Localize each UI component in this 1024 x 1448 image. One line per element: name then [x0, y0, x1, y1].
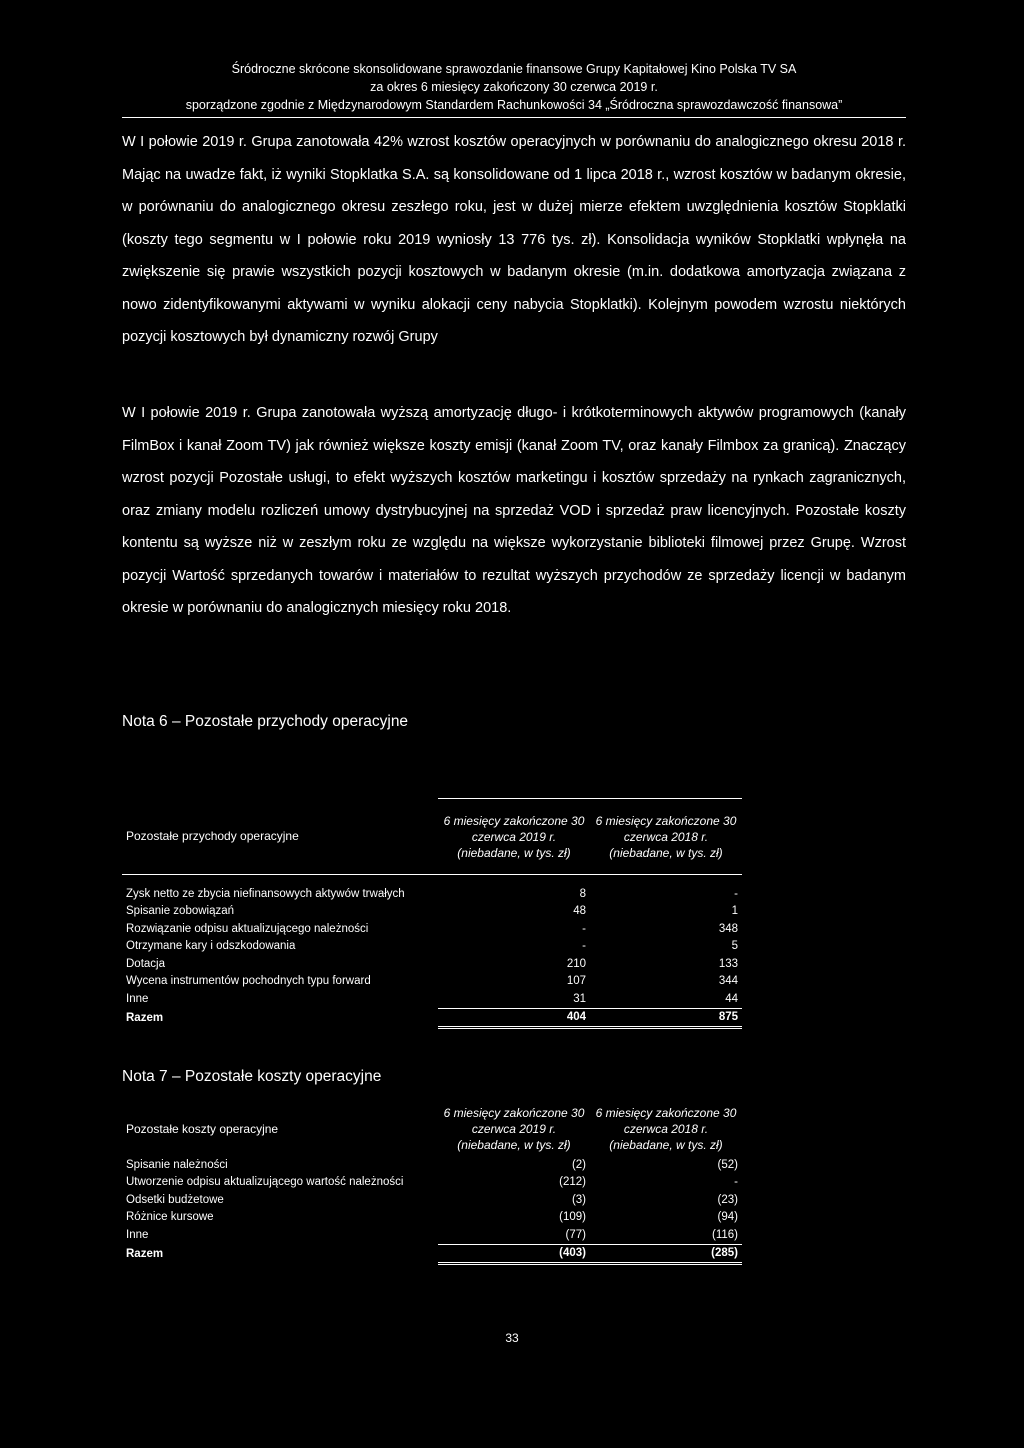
value-2019: 8 [579, 887, 586, 900]
row-label: Inne [126, 1229, 149, 1241]
note6-title: Nota 6 – Pozostałe przychody operacyjne [122, 713, 409, 730]
value-2019: 210 [566, 957, 586, 970]
page-number: 33 [505, 1331, 519, 1345]
note7-col-2019: 6 miesięcy zakończone 30 czerwca 2019 r. (niebadane, w tys. zł) [443, 1106, 585, 1152]
table-row [122, 938, 742, 956]
table-row [122, 1226, 742, 1244]
row-label: Różnice kursowe [126, 1211, 214, 1224]
value-2019: (77) [565, 1228, 586, 1241]
value-2019: 107 [566, 975, 586, 988]
note6-table [122, 798, 742, 1029]
value-2019: 31 [573, 992, 586, 1005]
row-label: Wycena instrumentów pochodnych typu forward [126, 975, 371, 988]
value-2019: (3) [571, 1193, 586, 1206]
note7-title: Nota 7 – Pozostałe koszty operacyjne [122, 1068, 382, 1085]
row-label: Otrzymane kary i odszkodowania [126, 940, 296, 953]
paragraph-operating-costs: W I połowie 2019 r. Grupa zanotowała 42% wzrost kosztów operacyjnych w porównaniu do analogicznego okresu 2018 r. Mając na uwadze fakt, iż wyniki Stopklatka S.A. są konsolidowane od 1 lipca 2018 r., wzrost kosztów w badanym okresie, w porównaniu do analogicznego okresu zeszłego roku, jest w dużej mierze efektem uwzględnienia kosztów Stopklatki (koszty tego segmentu w I połowie roku 2019 wyniosły 13 776 tys. zł). Konsolidacja wyników Stopklatki wpłynęła na zwiększenie się prawie wszystkich pozycji kosztowych w badanym okresie (m.in. dodatkowa amortyzacja związana z nowo zidentyfikowanymi aktywami w wyniku alokacji ceny nabycia Stopklatki). Kolejnym powodem wzrostu niektórych pozycji kosztowych był dynamiczny rozwój Grupy [122, 134, 906, 345]
value-2019: - [582, 940, 586, 953]
value-2018: (23) [717, 1193, 738, 1206]
total-2018: 875 [590, 1008, 742, 1028]
note7-table [122, 1100, 742, 1265]
paragraph-amortization: W I połowie 2019 r. Grupa zanotowała wyższą amortyzację długo- i krótkoterminowych aktywów programowych (kanały FilmBox i kanał Zoom TV) jak również większe koszty emisji (kanał Zoom TV, oraz kanały Filmbox za granicą). Znaczący wzrost pozycji Pozostałe usługi, to efekt wyższych kosztów marketingu i kosztów sprzedaży na rynkach zagranicznych, oraz zmiany modelu rozliczeń umowy dystrybucyjnej na sprzedaż VOD i sprzedaż praw licencyjnych. Pozostałe koszty kontentu są wyższe niż w zeszłym roku ze względu na większe wykorzystanie biblioteki filmowej przez Grupę. Wzrost pozycji Wartość sprzedanych towarów i materiałów to rezultat wyższych przychodów ze sprzedaży licencji w badanym okresie w porównaniu do analogicznych miesięcy roku 2018. [122, 405, 906, 616]
value-2018: (116) [712, 1228, 738, 1241]
table-row [122, 903, 742, 921]
total-row [122, 1008, 742, 1028]
value-2019: - [582, 922, 586, 935]
note6-col-2019: 6 miesięcy zakończone 30 czerwca 2019 r. (niebadane, w tys. zł) [438, 799, 590, 875]
value-2018: 1 [731, 905, 738, 918]
note7-row-header: Pozostałe koszty operacyjne [126, 1122, 279, 1136]
document-header [122, 60, 906, 118]
row-label: Odsetki budżetowe [126, 1193, 224, 1206]
table-row [122, 1156, 742, 1174]
row-label: Zysk netto ze zbycia niefinansowych aktywów trwałych [126, 887, 405, 900]
row-label: Spisanie należności [126, 1158, 228, 1171]
row-label: Utworzenie odpisu aktualizującego wartość należności [126, 1176, 404, 1189]
row-label: Spisanie zobowiązań [126, 905, 235, 918]
value-2018: 348 [718, 922, 738, 935]
table-row [122, 1174, 742, 1192]
value-2018: (94) [717, 1211, 738, 1224]
row-label: Inne [126, 993, 149, 1005]
header-title: Śródroczne skrócone skonsolidowane sprawozdanie finansowe Grupy Kapitałowej Kino Polska TV SA [231, 62, 797, 76]
total-2018: (285) [590, 1244, 742, 1264]
note6-col-2018: 6 miesięcy zakończone 30 czerwca 2018 r. (niebadane, w tys. zł) [590, 799, 742, 875]
note6-row-header: Pozostałe przychody operacyjne [122, 799, 438, 875]
row-label: Dotacja [126, 957, 165, 970]
table-row [122, 955, 742, 973]
table-row [122, 920, 742, 938]
total-label: Razem [126, 1247, 164, 1260]
table-row [122, 1191, 742, 1209]
header-period: za okres 6 miesięcy zakończony 30 czerwca 2019 r. [370, 80, 658, 94]
total-2019: (403) [438, 1244, 590, 1264]
total-label: Razem [126, 1011, 164, 1024]
row-label: Rozwiązanie odpisu aktualizującego należności [126, 922, 369, 935]
value-2018: 133 [718, 957, 738, 970]
value-2019: (212) [559, 1176, 586, 1189]
value-2018: 344 [718, 975, 738, 988]
value-2019: (2) [571, 1158, 586, 1171]
table-row [122, 990, 742, 1008]
value-2019: 48 [573, 905, 586, 918]
table-row [122, 1209, 742, 1227]
value-2019: (109) [559, 1211, 586, 1224]
value-2018: - [734, 887, 738, 900]
note7-col-2018: 6 miesięcy zakończone 30 czerwca 2018 r. (niebadane, w tys. zł) [595, 1106, 737, 1152]
total-2019: 404 [438, 1008, 590, 1028]
value-2018: - [734, 1176, 738, 1189]
total-row [122, 1244, 742, 1264]
value-2018: 5 [731, 940, 738, 953]
value-2018: (52) [717, 1158, 738, 1171]
table-row [122, 973, 742, 991]
value-2018: 44 [725, 992, 738, 1005]
header-standard: sporządzone zgodnie z Międzynarodowym Standardem Rachunkowości 34 „Śródroczna sprawozdawczość finansowa” [185, 98, 843, 112]
table-row [122, 875, 742, 903]
